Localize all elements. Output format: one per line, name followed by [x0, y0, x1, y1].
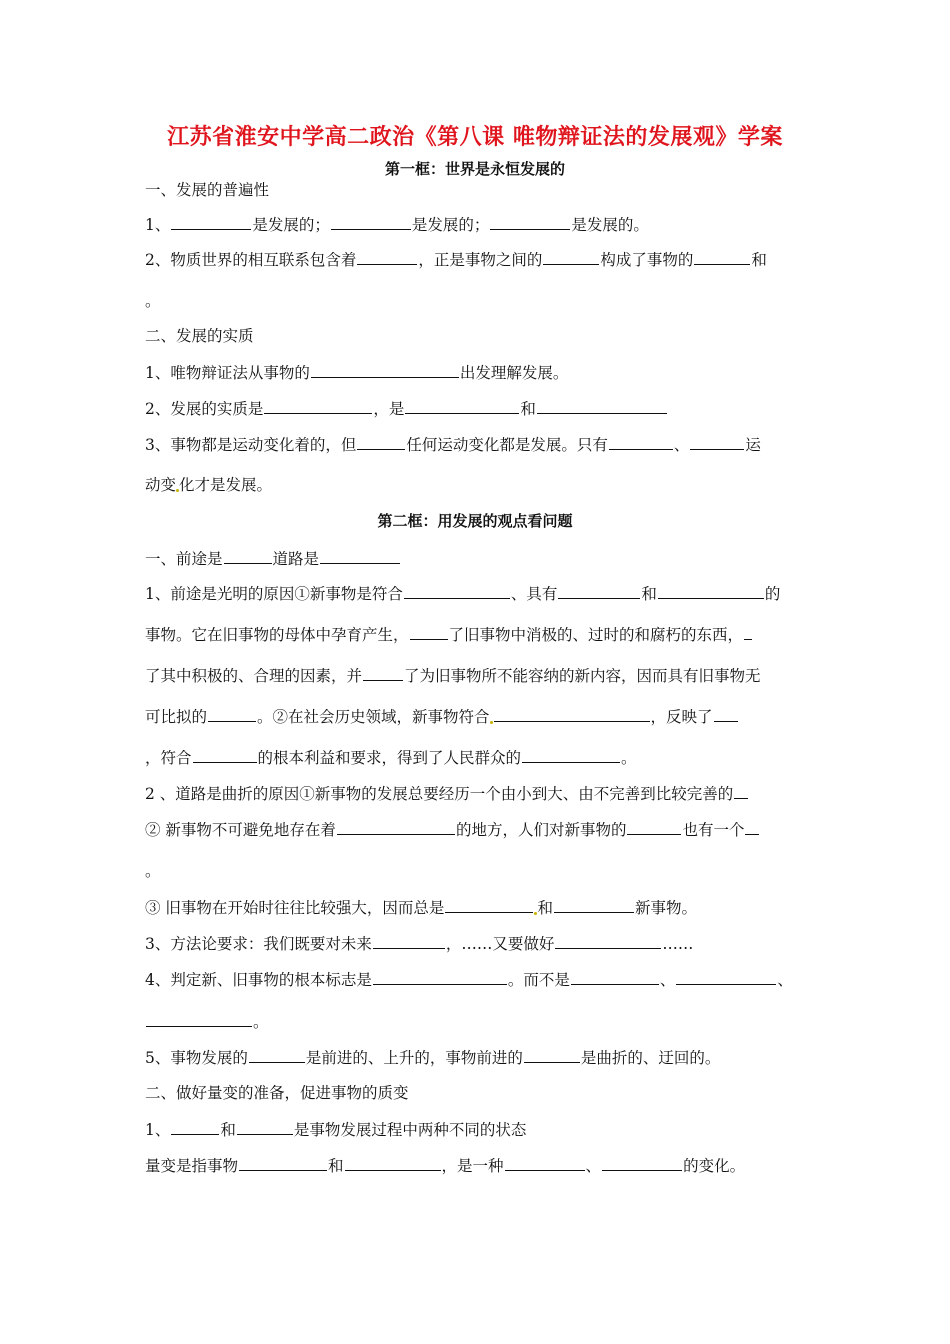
answer-blank[interactable]	[627, 818, 681, 835]
answer-blank[interactable]	[494, 705, 650, 722]
question-line: 事物。它在旧事物的母体中孕育产生， 了旧事物中消极的、过时的和腐朽的东西，	[145, 623, 753, 646]
answer-blank[interactable]	[337, 818, 455, 835]
answer-blank[interactable]	[410, 623, 448, 640]
answer-blank[interactable]	[249, 1046, 305, 1063]
answer-blank[interactable]	[193, 746, 257, 763]
document-title: 江苏省淮安中学高二政治《第八课 唯物辩证法的发展观》学案	[167, 125, 783, 150]
answer-blank[interactable]	[558, 582, 640, 599]
question-line-end: 。	[145, 292, 161, 310]
answer-blank[interactable]	[363, 664, 403, 681]
question-line: 。	[145, 1010, 269, 1033]
answer-blank[interactable]	[404, 582, 510, 599]
answer-blank[interactable]	[524, 1046, 580, 1063]
answer-blank[interactable]	[543, 248, 599, 265]
answer-blank[interactable]	[208, 705, 256, 722]
question-line: 2、物质世界的相互联系包含着 ，正是事物之间的 构成了事物的 和	[145, 248, 767, 271]
section-heading: 一、发展的普遍性	[145, 181, 270, 199]
answer-blank[interactable]	[171, 213, 251, 230]
answer-blank[interactable]	[676, 968, 776, 985]
mark-dot	[490, 721, 493, 724]
answer-blank[interactable]	[357, 433, 405, 450]
question-line: 了其中积极的、合理的因素，并 了为旧事物所不能容纳的新内容，因而具有旧事物无	[145, 664, 761, 687]
answer-blank[interactable]	[745, 818, 759, 835]
question-line: 2 、道路是曲折的原因①新事物的发展总要经历一个由小到大、由不完善到比较完善的	[145, 782, 749, 805]
answer-blank[interactable]	[658, 582, 764, 599]
question-line: 4、判定新、旧事物的根本标志是 。而不是 、 、	[145, 968, 793, 991]
question-line: 2、发展的实质是 ，是 和	[145, 397, 668, 420]
question-line: 量变是指事物 和 ，是一种 、 的变化。	[145, 1154, 745, 1177]
answer-blank[interactable]	[239, 1154, 327, 1171]
answer-blank[interactable]	[602, 1154, 682, 1171]
answer-blank[interactable]	[373, 932, 445, 949]
section-heading: 二、发展的实质	[145, 327, 254, 345]
answer-blank[interactable]	[445, 896, 533, 913]
answer-blank[interactable]	[320, 547, 400, 564]
frame2-heading: 第二框：用发展的观点看问题	[377, 512, 573, 530]
question-line: ③ 旧事物在开始时往往比较强大，因而总是 和 新事物。	[145, 896, 697, 919]
answer-blank[interactable]	[555, 932, 661, 949]
answer-blank[interactable]	[311, 361, 459, 378]
question-line: 1、唯物辩证法从事物的 出发理解发展。	[145, 361, 568, 384]
answer-blank[interactable]	[734, 782, 748, 799]
answer-blank[interactable]	[714, 705, 738, 722]
answer-blank[interactable]	[345, 1154, 441, 1171]
question-line-end: 。	[145, 862, 161, 880]
answer-blank[interactable]	[505, 1154, 585, 1171]
question-line: 动变 化才是发展。	[145, 476, 273, 494]
answer-blank[interactable]	[537, 397, 667, 414]
question-line: 5、事物发展的 是前进的、上升的，事物前进的 是曲折的、迂回的。	[145, 1046, 720, 1069]
answer-blank[interactable]	[744, 623, 752, 640]
answer-blank[interactable]	[554, 896, 634, 913]
question-line: 可比拟的 。②在社会历史领域，新事物符合 ，反映了	[145, 705, 739, 728]
question-line: 1、 是发展的； 是发展的； 是发展的。	[145, 213, 649, 236]
answer-blank[interactable]	[609, 433, 673, 450]
answer-blank[interactable]	[373, 968, 507, 985]
answer-blank[interactable]	[224, 547, 272, 564]
section-heading: 二、做好量变的准备，促进事物的质变	[145, 1084, 409, 1102]
question-line: 1、 和 是事物发展过程中两种不同的状态	[145, 1118, 526, 1141]
question-line: 3、事物都是运动变化着的，但 任何运动变化都是发展。只有 、 运	[145, 433, 761, 456]
question-line: ，符合 的根本利益和要求，得到了人民群众的 。	[145, 746, 637, 769]
answer-blank[interactable]	[237, 1118, 293, 1135]
answer-blank[interactable]	[694, 248, 750, 265]
answer-blank[interactable]	[146, 1010, 252, 1027]
answer-blank[interactable]	[490, 213, 570, 230]
question-line: ② 新事物不可避免地存在着 的地方，人们对新事物的 也有一个	[145, 818, 760, 841]
answer-blank[interactable]	[171, 1118, 219, 1135]
answer-blank[interactable]	[357, 248, 417, 265]
section-heading: 一、前途是 道路是	[145, 547, 401, 570]
answer-blank[interactable]	[571, 968, 659, 985]
answer-blank[interactable]	[690, 433, 744, 450]
question-line: 3、方法论要求：我们既要对未来 ，……又要做好 ……	[145, 932, 693, 955]
answer-blank[interactable]	[522, 746, 620, 763]
frame1-heading: 第一框：世界是永恒发展的	[384, 160, 565, 178]
answer-blank[interactable]	[331, 213, 411, 230]
question-line: 1、前途是光明的原因①新事物是符合 、具有 和 的	[145, 582, 780, 605]
answer-blank[interactable]	[264, 397, 372, 414]
answer-blank[interactable]	[405, 397, 519, 414]
